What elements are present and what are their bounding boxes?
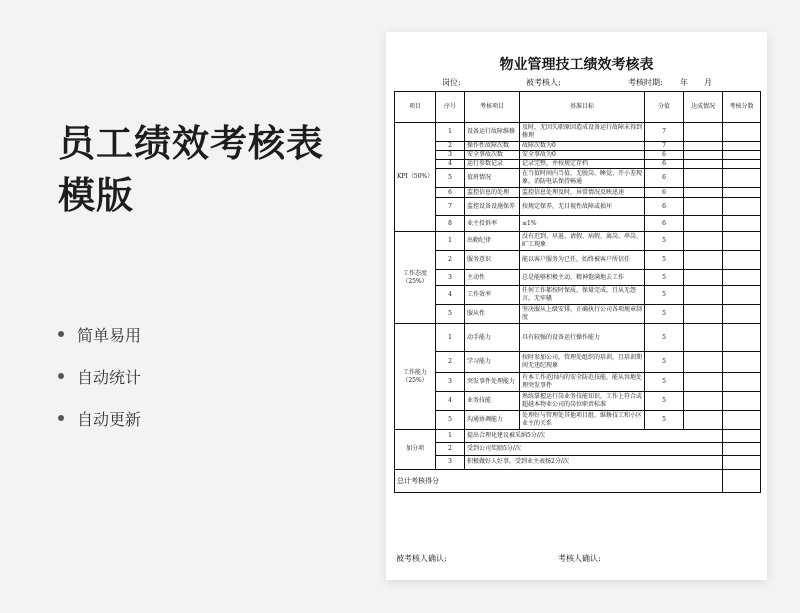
score-value: 5 <box>645 352 684 373</box>
assessment-score-cell <box>723 216 761 232</box>
assessment-score-cell <box>723 430 761 443</box>
feature-item: 简单易用 <box>58 313 141 355</box>
assessor-confirm: 考核人确认: <box>558 554 601 563</box>
row-number: 2 <box>436 352 465 373</box>
target-criteria: 记录完整，并按规定存档 <box>520 160 645 169</box>
assessment-score-cell <box>723 123 761 142</box>
promo-title-line-2: 模版 <box>58 174 134 217</box>
achievement-cell <box>684 151 723 160</box>
achievement-cell <box>684 352 723 373</box>
table-row <box>395 251 761 270</box>
target-criteria: 按规定保养，无目视性故障或损坏 <box>520 198 645 216</box>
bonus-row <box>395 456 761 469</box>
assessment-score-cell <box>723 142 761 151</box>
assessment-score-cell <box>723 270 761 286</box>
score-value: 6 <box>645 198 684 216</box>
score-value: 6 <box>645 160 684 169</box>
achievement-cell <box>684 392 723 411</box>
header-cell: 项目 <box>395 92 436 123</box>
header-cell: 考核项目 <box>465 92 520 123</box>
promo-title <box>58 118 324 222</box>
bonus-text: 受到公司奖励5分/次 <box>465 443 723 456</box>
bullet-icon <box>58 373 64 379</box>
table-row <box>395 411 761 430</box>
assessment-item: 突发事件处理能力 <box>465 373 520 392</box>
group-name: 工作能力（25%） <box>395 324 436 430</box>
assessee-confirm: 被考核人确认: <box>396 554 447 563</box>
target-criteria: 能以客户服务为已任，始终被客户所信任 <box>520 251 645 270</box>
month-label: 月 <box>704 78 712 87</box>
score-value: 5 <box>645 392 684 411</box>
document-preview <box>386 32 767 580</box>
achievement-cell <box>684 123 723 142</box>
achievement-cell <box>684 411 723 430</box>
assessment-score-cell <box>723 286 761 305</box>
promo-title-line-1: 员工绩效考核表 <box>58 122 324 165</box>
table-row <box>395 305 761 324</box>
achievement-cell <box>684 216 723 232</box>
assessment-item: 沟通协调能力 <box>465 411 520 430</box>
score-value: 6 <box>645 188 684 198</box>
score-value: 5 <box>645 305 684 324</box>
score-value: 5 <box>645 411 684 430</box>
score-value: 5 <box>645 232 684 251</box>
assessment-score-cell <box>723 305 761 324</box>
table-row <box>395 373 761 392</box>
target-criteria: 具有较强的设备运行操作能力 <box>520 324 645 352</box>
row-number: 5 <box>436 411 465 430</box>
target-criteria: 坚决服从上级安排，正确执行公司各项规章制度 <box>520 305 645 324</box>
score-value: 5 <box>645 286 684 305</box>
score-value: 7 <box>645 123 684 142</box>
score-value: 6 <box>645 216 684 232</box>
row-number: 3 <box>436 456 465 469</box>
bonus-row <box>395 430 761 443</box>
assessment-score-cell <box>723 324 761 352</box>
assessment-item: 服从性 <box>465 305 520 324</box>
table-row <box>395 286 761 305</box>
row-number: 1 <box>436 232 465 251</box>
row-number: 1 <box>436 430 465 443</box>
table-row <box>395 392 761 411</box>
assessment-item: 设备运行故障维修 <box>465 123 520 142</box>
target-criteria: 故障次数为0 <box>520 142 645 151</box>
achievement-cell <box>684 305 723 324</box>
table-row <box>395 188 761 198</box>
row-number: 2 <box>436 251 465 270</box>
achievement-cell <box>684 251 723 270</box>
assessment-score-cell <box>723 160 761 169</box>
row-number: 8 <box>436 216 465 232</box>
table-row <box>395 123 761 142</box>
bonus-group-name: 加分项 <box>395 430 436 470</box>
assessment-item: 动手能力 <box>465 324 520 352</box>
row-number: 2 <box>436 142 465 151</box>
assessment-score-cell <box>723 352 761 373</box>
document-title: 物业管理技工绩效考核表 <box>499 57 654 73</box>
table-row <box>395 324 761 352</box>
assessment-score-cell <box>723 392 761 411</box>
target-criteria: 任何工作都按时保质、保量完成，且从无怨言，无牢骚 <box>520 286 645 305</box>
score-value: 5 <box>645 373 684 392</box>
bonus-text: 积极做好人好事，受到业主表扬2分/次 <box>465 456 723 469</box>
bonus-row <box>395 443 761 456</box>
target-criteria: ≤1% <box>520 216 645 232</box>
table-row <box>395 232 761 251</box>
bonus-text: 提出合理化建议被采纳5分/次 <box>465 430 723 443</box>
total-row <box>395 469 761 492</box>
table-row <box>395 151 761 160</box>
group-name: 工作态度（25%） <box>395 232 436 324</box>
achievement-cell <box>684 198 723 216</box>
score-value: 5 <box>645 270 684 286</box>
post-label: 岗位: <box>442 78 461 87</box>
assessment-item: 出勤纪律 <box>465 232 520 251</box>
score-value: 5 <box>645 324 684 352</box>
table-row <box>395 216 761 232</box>
target-criteria: 总是能够积极主动，精神饱满地去工作 <box>520 270 645 286</box>
bullet-icon <box>58 331 64 337</box>
achievement-cell <box>684 232 723 251</box>
target-criteria: 没有迟到、早退、请假、病假、离岗、串岗、旷工现象 <box>520 232 645 251</box>
row-number: 3 <box>436 270 465 286</box>
header-cell: 考核分数 <box>723 92 761 123</box>
header-cell: 分值 <box>645 92 684 123</box>
assessment-score-cell <box>723 251 761 270</box>
achievement-cell <box>684 142 723 151</box>
target-criteria: 及时，无因失职原因造成设备运行故障未得到修理 <box>520 123 645 142</box>
group-name: KPI（50%） <box>395 123 436 232</box>
header-cell: 序号 <box>436 92 465 123</box>
assessment-item: 监控信息的处理 <box>465 188 520 198</box>
score-value: 7 <box>645 142 684 151</box>
achievement-cell <box>684 169 723 188</box>
target-criteria: 有本工作范围内的安全防范技能，能从容地处理突发事件 <box>520 373 645 392</box>
feature-list <box>58 313 141 439</box>
assessment-score-cell <box>723 411 761 430</box>
header-row <box>395 92 761 123</box>
header-cell: 基准目标 <box>520 92 645 123</box>
row-number: 4 <box>436 286 465 305</box>
feature-item: 自动统计 <box>58 355 141 397</box>
assessment-item: 值班情况 <box>465 169 520 188</box>
achievement-cell <box>684 373 723 392</box>
assessment-item: 安全事故次数 <box>465 151 520 160</box>
row-number: 7 <box>436 198 465 216</box>
assessment-item: 学习能力 <box>465 352 520 373</box>
assessment-item: 主动性 <box>465 270 520 286</box>
target-criteria: 处理好与管理处其他项目组、维修技工和小区业主的关系 <box>520 411 645 430</box>
row-number: 2 <box>436 443 465 456</box>
score-value: 6 <box>645 151 684 160</box>
target-criteria: 按时参加公司，管理处组织的培训，且培训期间无违纪现象 <box>520 352 645 373</box>
achievement-cell <box>684 188 723 198</box>
table-row <box>395 270 761 286</box>
target-criteria: 在当值时间内当值，无脱岗、睡觉、开小差现象，消防电话保持畅通 <box>520 169 645 188</box>
assessment-score-cell <box>723 169 761 188</box>
achievement-cell <box>684 324 723 352</box>
assessment-score-cell <box>723 188 761 198</box>
total-score-cell <box>723 469 761 492</box>
total-label: 总计考核得分 <box>395 469 723 492</box>
assessment-score-cell <box>723 151 761 160</box>
assessment-table <box>394 91 761 493</box>
row-number: 4 <box>436 160 465 169</box>
assessment-item: 监控设备设施保养 <box>465 198 520 216</box>
table-row <box>395 169 761 188</box>
score-value: 5 <box>645 251 684 270</box>
score-value: 6 <box>645 169 684 188</box>
table-row <box>395 160 761 169</box>
assessment-item: 工作效率 <box>465 286 520 305</box>
assessee-label: 被考核人: <box>526 78 561 87</box>
assessment-item: 业务技能 <box>465 392 520 411</box>
row-number: 6 <box>436 188 465 198</box>
row-number: 5 <box>436 305 465 324</box>
target-criteria: 监控信息处理及时，异常情况反映迅速 <box>520 188 645 198</box>
achievement-cell <box>684 270 723 286</box>
row-number: 1 <box>436 324 465 352</box>
bullet-icon <box>58 415 64 421</box>
assessment-item: 服务意识 <box>465 251 520 270</box>
row-number: 4 <box>436 392 465 411</box>
assessment-score-cell <box>723 456 761 469</box>
row-number: 3 <box>436 373 465 392</box>
row-number: 1 <box>436 123 465 142</box>
assessment-item: 操作性故障次数 <box>465 142 520 151</box>
assessment-score-cell <box>723 373 761 392</box>
table-row <box>395 198 761 216</box>
row-number: 5 <box>436 169 465 188</box>
table-row <box>395 352 761 373</box>
assessment-item: 业主投诉率 <box>465 216 520 232</box>
achievement-cell <box>684 160 723 169</box>
target-criteria: 安全事故为0 <box>520 151 645 160</box>
target-criteria: 熟练掌握运行岗业务技能知识，工作上符合或超越本物业公司的岗位职责标准 <box>520 392 645 411</box>
header-cell: 达成情况 <box>684 92 723 123</box>
assessment-item: 运行参数记录 <box>465 160 520 169</box>
feature-item: 自动更新 <box>58 397 141 439</box>
assessment-score-cell <box>723 232 761 251</box>
year-label: 年 <box>680 78 688 87</box>
assessment-score-cell <box>723 198 761 216</box>
period-label: 考核时期: <box>628 78 663 87</box>
table-row <box>395 142 761 151</box>
achievement-cell <box>684 286 723 305</box>
row-number: 3 <box>436 151 465 160</box>
assessment-score-cell <box>723 443 761 456</box>
